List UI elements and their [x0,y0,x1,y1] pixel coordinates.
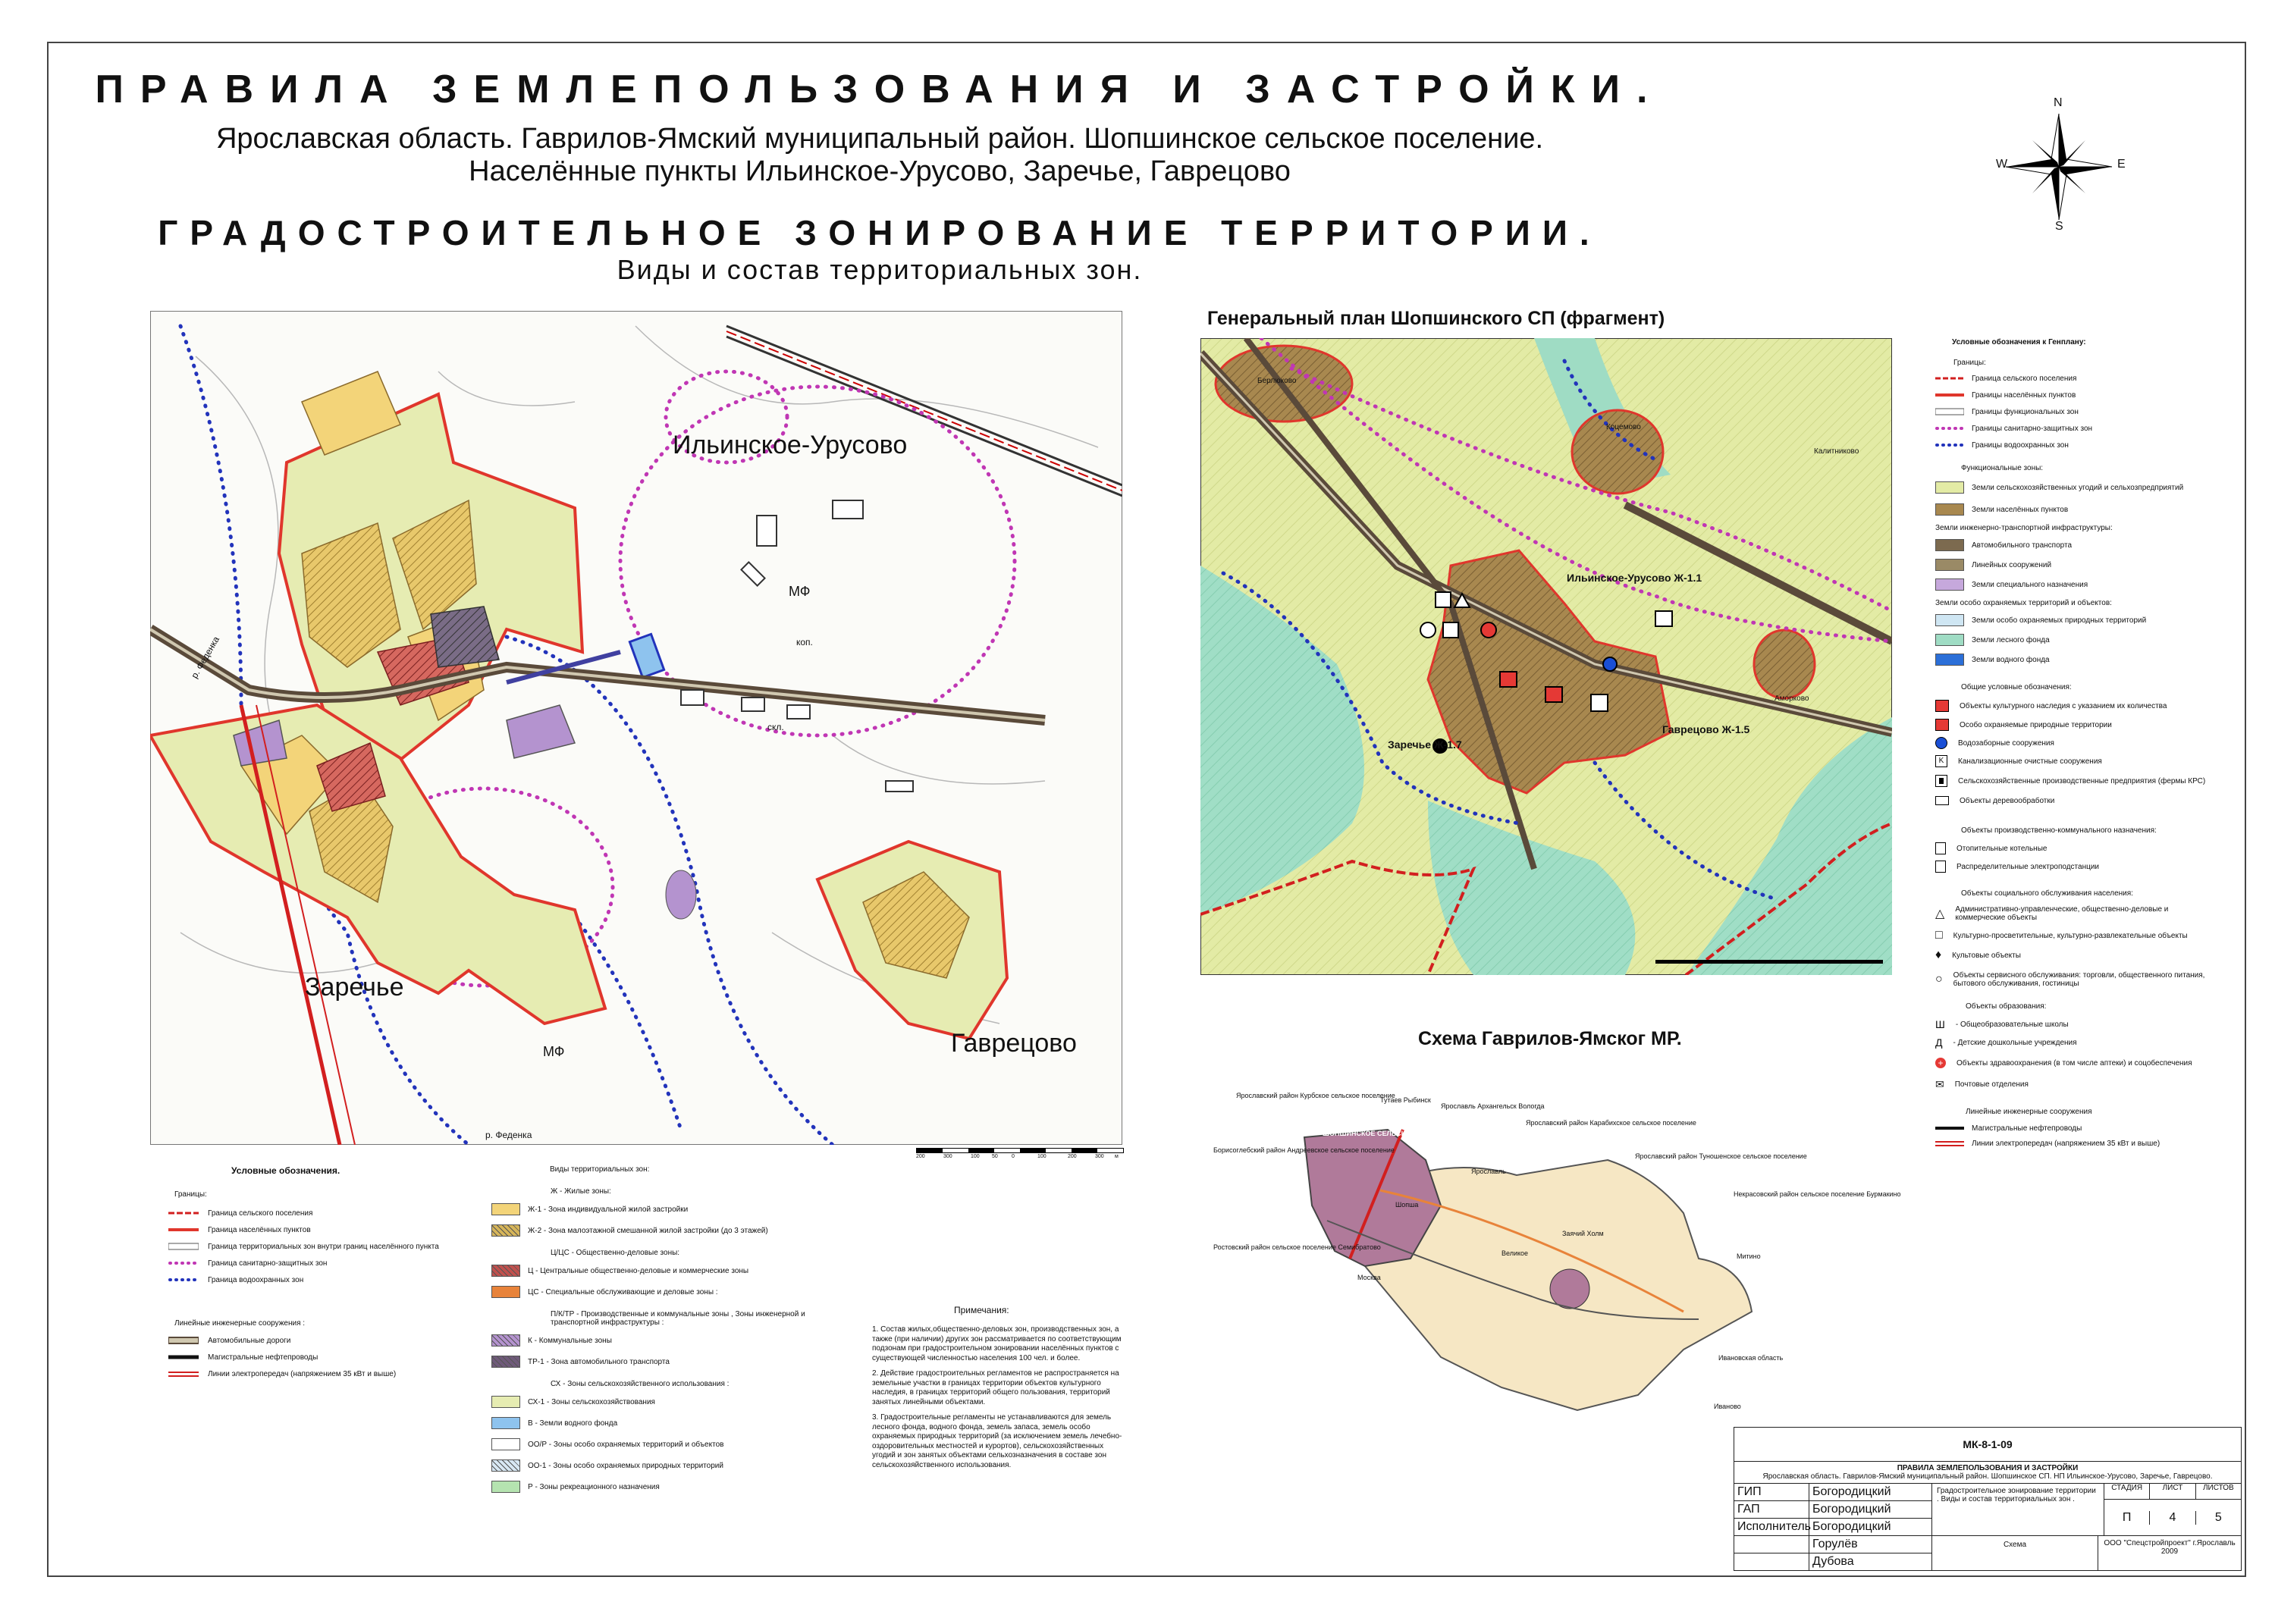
sheet-title: ПРАВИЛА ЗЕМЛЕПОЛЬЗОВАНИЯ И ЗАСТРОЙКИ. [95,67,1665,111]
stamp-project: ПРАВИЛА ЗЕМЛЕПОЛЬЗОВАНИЯ И ЗАСТРОЙКИ [1897,1464,2079,1472]
gl-func-head: Функциональные зоны: [1961,464,2044,472]
scheme-lbl-yaroslavl: Ярославль [1471,1168,1506,1175]
scheme-lbl-shopsha: Шопша [1395,1201,1419,1209]
gl-special-0: Земли особо охраняемых природных территорий [1972,616,2147,625]
gl-general-3: Канализационные очистные сооружения [1958,757,2102,766]
genplan-title: Генеральный план Шопшинского СП (фрагмент) [1207,308,1665,329]
legend-zone-swatch [491,1334,520,1347]
post-icon: ✉ [1935,1077,1944,1090]
legend-zone-item [491,1199,810,1220]
gl-edu-0: - Общеобразовательные школы [1955,1020,2069,1029]
gl-lineng-head: Линейные инженерные сооружения [1966,1108,2092,1116]
notes-list [872,1325,1122,1470]
label-river-fedenka: р. Феденка [189,634,222,681]
gl-edu-head: Объекты образования: [1966,1002,2047,1011]
gl-general-5: Объекты деревообработки [1960,796,2055,805]
stamp-stage-h: СТАДИЯ [2104,1484,2150,1499]
legend-zone-item [491,1260,810,1281]
subtitle-region: Ярославская область. Гаврилов-Ямский муниципальный район. Шопшинское сельское поселение. [215,123,1544,155]
legend-zone-label: К - Коммунальные зоны [528,1336,612,1345]
legend-zone-label: Ж-1 - Зона индивидуальной жилой застройки [528,1205,689,1214]
gl-special-2: Земли водного фонда [1972,655,2050,664]
legend-zone-item [491,1476,810,1497]
legend-zone-group-head: П/К/ТР - Производственные и коммунальные зоны , Зоны инженерной и транспортной инфраструктуры : [551,1310,805,1327]
stamp-sheet-title: Градостроительное зонирование территории . Виды и состав территориальных зон . [1932,1484,2104,1535]
gl-sw-border-settlement [1935,375,1964,382]
gl-lineng-0: Магистральные нефтепроводы [1972,1124,2082,1133]
legend-zone-item [491,1391,810,1412]
legend-borders-head: Границы: [174,1190,207,1199]
scheme-lbl-6: Борисоглебский район Андреевское сельское поселение [1213,1146,1395,1154]
main-zoning-map[interactable] [150,311,1122,1145]
heritage-icon [1935,700,1949,712]
gl-general-head: Общие условные обозначения: [1961,683,2072,691]
gl-infra-head: Земли инженерно-транспортной инфраструктуры: [1935,524,2113,532]
scheme-lbl-7: Ростовский район сельское поселение Семибратово [1213,1243,1381,1251]
scheme-lbl-ivanovo-obl: Ивановская область [1718,1354,1784,1362]
gl-social-2: Культовые объекты [1952,951,2021,960]
legend-zone-swatch [491,1286,520,1298]
stamp-role-2: Исполнитель [1734,1519,1809,1535]
scheme-lbl-1: Тутаев Рыбинск [1380,1096,1431,1104]
genplan-label-ilinskoe: Ильинское-Урусово Ж-1.1 [1567,572,1702,584]
gl-social-1: Культурно-просветительные, культурно-развлекательные объекты [1953,931,2188,940]
legend-border-water: Граница водоохранных зон [208,1275,304,1284]
gl-border-1: Границы населённых пунктов [1972,390,2076,400]
legend-title: Условные обозначения. [231,1165,340,1176]
place-ilinskoe-urusovo: Ильинское-Урусово [673,431,908,459]
legend-zone-swatch [491,1224,520,1237]
gl-social-0: Административно-управленческие, общественно-деловые и коммерческие объекты [1955,905,2169,922]
stamp-role-4 [1734,1553,1809,1570]
gl-general-2: Водозаборные сооружения [1958,738,2054,748]
gl-func-0: Земли сельскохозяйственных угодий и сельхозпредприятий [1972,483,2184,492]
gl-general-1: Особо охраняемые природные территории [1960,720,2112,729]
gl-infra-0: Автомобильного транспорта [1972,541,2073,550]
boiler-icon [1935,842,1946,854]
genplan-legend [1935,338,2216,1151]
genplan-label-kotsemo: Коцемово [1606,423,1641,431]
scheme-shopsha-sp: ШОПШИНСКОЕ СЕЛЬСКОЕ ПОСЕЛЕНИЕ [1323,1130,1461,1137]
gl-border-3: Границы санитарно-защитных зон [1972,424,2093,433]
gl-sw-agri [1935,481,1964,494]
legend-zones-list [491,1180,810,1497]
kindergarten-icon: Д [1935,1036,1943,1049]
gl-general-0: Объекты культурного наследия с указанием их количества [1960,701,2167,710]
zoning-title: ГРАДОСТРОИТЕЛЬНОЕ ЗОНИРОВАНИЕ ТЕРРИТОРИИ. [158,213,1602,252]
gl-title: Условные обозначения к Генплану: [1952,338,2086,346]
gl-border-0: Граница сельского поселения [1972,374,2077,383]
legend-zone-item [491,1434,810,1455]
legend-zone-group-head: СХ - Зоны сельскохозяйственного использования : [551,1380,730,1388]
legend-zone-label: ЦС - Специальные обслуживающие и деловые зоны : [528,1287,718,1296]
school-icon: Ш [1935,1018,1945,1030]
compass-rose-icon [1987,95,2131,239]
stamp-sheets-h: ЛИСТОВ [2202,1484,2234,1492]
stamp-role-3 [1734,1536,1809,1553]
legend-zone-item [491,1281,810,1303]
scheme-lbl-2: Ярославль Архангельск Вологда [1441,1102,1545,1110]
compass-east: E [2117,158,2126,171]
legend-zone-label: Р - Зоны рекреационного назначения [528,1482,660,1491]
genplan-label-gavretsovo: Гаврецово Ж-1.5 [1662,723,1750,735]
legend-zone-swatch [491,1438,520,1450]
stamp-name-3: Горулёв [1812,1538,1858,1550]
main-scale-bar: 200 300 100 50 0 100 200 300 м [916,1148,1122,1163]
label-skl: скл. [767,722,784,732]
zoning-subtitle: Виды и состав территориальных зон. [617,254,1143,285]
gl-special-1: Земли лесного фонда [1972,635,2050,644]
stamp-name-1: Богородицкий [1812,1503,1891,1516]
notes-title: Примечания: [954,1305,1009,1315]
gl-edu-1: - Детские дошкольные учреждения [1953,1038,2077,1047]
legend-zone-swatch [491,1481,520,1493]
gl-infra-2: Земли специального назначения [1972,580,2088,589]
scheme-lbl-0: Ярославский район Курбское сельское поселение [1236,1092,1395,1099]
legend-border-sanitary: Граница санитарно-защитных зон [208,1259,328,1268]
gl-infra-1: Линейных сооружений [1972,560,2052,569]
legend-zone-swatch [491,1417,520,1429]
legend-zone-label: Ж-2 - Зона малоэтажной смешанной жилой застройки (до 3 этажей) [528,1226,768,1235]
legend-zone-label: ТР-1 - Зона автомобильного транспорта [528,1357,670,1366]
legend-border-localities: Граница населённых пунктов [208,1225,311,1234]
legend-zone-item [491,1412,810,1434]
legend-border-zones: Граница территориальных зон внутри границ населённого пункта [208,1242,439,1251]
gl-social-head: Объекты социального обслуживания населения: [1961,889,2133,898]
legend-zone-swatch [491,1203,520,1215]
legend-linear-head: Линейные инженерные сооружения : [174,1319,306,1328]
stamp-sheet-h: ЛИСТ [2150,1484,2195,1499]
legend-pipelines: Магистральные нефтепроводы [208,1353,318,1362]
scheme-lbl-mitino: Митино [1737,1252,1761,1260]
service-circle-icon: ○ [1935,973,1943,986]
title-stamp [1734,1427,2242,1571]
gl-border-4: Границы водоохранных зон [1972,440,2069,450]
stamp-stage: П [2104,1511,2150,1525]
scheme-lbl-ivanovo: Иваново [1714,1403,1741,1410]
note-2: 2. Действие градостроительных регламентов не распространяется на земельные участки в границах территории объектов культурного наследия, в границах территорий общего пользования, территорий занятых линейными объектами. [872,1369,1119,1406]
gl-special-head: Земли особо охраняемых территорий и объектов: [1935,599,2112,607]
scheme-lbl-4: Ярославский район Туношенское сельское поселение [1635,1152,1807,1160]
gl-post: Почтовые отделения [1954,1080,2029,1089]
stamp-name-2: Богородицкий [1812,1520,1891,1533]
place-gavretsovo: Гаврецово [951,1029,1077,1058]
gl-borders-head: Границы: [1953,359,1986,367]
farm-icon [1935,775,1947,787]
legend-zone-label: ОО-1 - Зоны особо охраняемых природных территорий [528,1461,723,1470]
legend-zone-group-head: Ц/ЦС - Общественно-деловые зоны: [551,1249,680,1257]
legend-zone-swatch [491,1396,520,1408]
legend-zone-label: Ц - Центральные общественно-деловые и коммерческие зоны [528,1266,749,1275]
stamp-project-desc: Ярославская область. Гаврилов-Ямский муниципальный район. Шопшинское СП. НП Ильинское-Урусово, Заречье, Гаврецово. [1762,1472,2213,1481]
legend-zone-item [491,1330,810,1351]
health-icon: + [1935,1058,1946,1068]
stamp-code: МК-8-1-09 [1734,1427,2242,1462]
stamp-role-1: ГАП [1734,1501,1809,1518]
woodwork-icon [1935,796,1949,805]
stamp-name-4: Дубова [1812,1555,1854,1568]
gl-sw-settle [1935,503,1964,516]
legend-zone-item [491,1220,810,1241]
culture-square-icon: □ [1935,929,1943,942]
gl-health: Объекты здравоохранения (в том числе аптеки) и соцобеспечения [1956,1058,2192,1068]
gl-lineng-1: Линии электропередач (напряжением 35 кВт и выше) [1972,1139,2160,1148]
sewage-icon: K [1935,755,1947,767]
note-1: 1. Состав жилых,общественно-деловых зон, производственных зон, а также (при наличии) других зон рассматривается по соответствующим подзонам при градостроительном зонировании населённых пунктов с существующей численностью населения 100 чел. и более. [872,1325,1122,1362]
genplan-label-zareche: Заречье Ж-1.7 [1388,738,1462,751]
label-mf: МФ [789,584,811,599]
stamp-sheet: 4 [2150,1511,2195,1525]
compass-north: N [2054,96,2063,109]
legend-zone-label: В - Земли водного фонда [528,1419,618,1428]
note-3: 3. Градостроительные регламенты не устанавливаются для земель лесного фонда, водного фонда, земель запаса, земель особо охраняемых природных территорий (за исключением земель лечебно-оздоровительных местностей и курортов), сельскохозяйственных угодий и зон занятых объектами сельхозназначения в составе зон сельскохозяйственного использования. [872,1413,1122,1469]
gl-social-3: Объекты сервисного обслуживания: торговли, общественного питания, бытового обслуживания, гостиницы [1953,971,2205,988]
legend-zone-item [491,1455,810,1476]
gl-border-2: Границы функциональных зон [1972,407,2079,416]
legend-zones-head: Виды территориальных зон: [550,1165,650,1174]
legend-powerlines: Линии электропередач (напряжением 35 кВт и выше) [208,1369,397,1378]
protected-area-icon [1935,719,1949,731]
scheme-lbl-velikoe: Великое [1502,1249,1529,1257]
stamp-role-0: ГИП [1734,1484,1809,1500]
scheme-lbl-moskva: Москва [1357,1274,1381,1281]
scheme-lbl-3: Ярославский район Карабихское сельское поселение [1526,1119,1696,1127]
stamp-org: ООО "Спецстройпроект" г.Ярославль 2009 [2104,1539,2236,1556]
legend-zone-group-head: Ж - Жилые зоны: [551,1187,611,1196]
scheme-lbl-5: Некрасовский район сельское поселение Бурмакино [1734,1190,1901,1198]
water-intake-icon [1935,737,1947,749]
stamp-name-0: Богородицкий [1812,1485,1891,1498]
legend-zone-label: ОО/Р - Зоны особо охраняемых территорий и объектов [528,1440,724,1449]
legend-zone-swatch [491,1459,520,1472]
legend-roads: Автомобильные дороги [208,1336,291,1345]
genplan-map[interactable] [1200,338,1892,975]
admin-triangle-icon: △ [1935,908,1945,920]
stamp-doc-type: Схема [1932,1536,2098,1570]
church-icon: ♦ [1935,948,1942,961]
label-mf-2: МФ [543,1044,565,1059]
gl-communal-0: Отопительные котельные [1956,844,2048,853]
gl-general-4: Сельскохозяйственные производственные предприятия (фермы КРС) [1958,776,2206,785]
gl-func-1: Земли населённых пунктов [1972,505,2069,514]
genplan-label-berlovo: Берлюково [1257,377,1297,385]
scheme-title: Схема Гаврилов-Ямског МР. [1418,1028,1682,1049]
label-kop: коп. [796,637,813,647]
legend-zone-label: СХ-1 - Зоны сельскохозяйствования [528,1397,655,1406]
scheme-lbl-zayachiy: Заячий Холм [1562,1230,1604,1237]
genplan-label-amorkovo: Аморково [1774,694,1809,703]
gl-communal-head: Объекты производственно-коммунального назначения: [1961,826,2157,835]
legend-zone-swatch [491,1356,520,1368]
subtitle-settlements: Населённые пункты Ильинское-Урусово, Заречье, Гаврецово [469,155,1291,187]
legend-border-settlement: Граница сельского поселения [208,1209,313,1218]
gl-communal-1: Распределительные электроподстанции [1956,862,2100,871]
legend-zone-item [491,1351,810,1372]
compass-south: S [2055,220,2063,233]
place-zareche: Заречье [305,973,404,1002]
substation-icon [1935,861,1946,873]
compass-west: W [1996,158,2008,171]
stamp-sheets: 5 [2214,1510,2222,1524]
label-river-fedenka-2: р. Феденка [485,1130,532,1140]
genplan-label-kalitnikovo: Калитниково [1814,447,1859,456]
legend-zone-swatch [491,1265,520,1277]
